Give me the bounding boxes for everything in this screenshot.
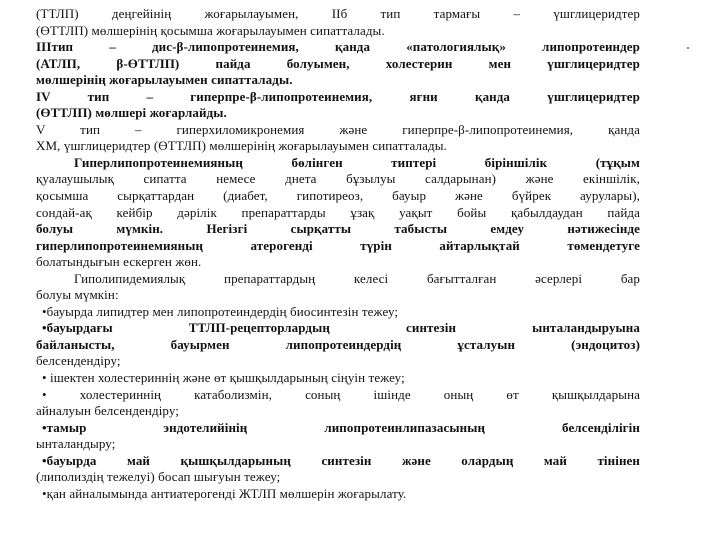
text-line: гиперлипопротеинемияның атерогенді түрін айтарлықтай төмендетуге <box>36 237 640 253</box>
text-line: IIIтип – дис-β-липопротеинемия, қанда «патологиялық» липопротеиндер <box>36 39 640 55</box>
text-line: (ӨТТЛП) мөлшері жоғарлайды. <box>36 105 227 121</box>
list-item: • холестериннің катаболизмін, соның ішінде оның өт қышқылдарына <box>42 386 640 402</box>
text-line: болуы мүмкін: <box>36 287 119 303</box>
text-line: Гиперлипопротеинемияның бөлінген типтері біріншілік (тұқым <box>74 154 640 170</box>
text-line: (АТЛП, β-ӨТТЛП) пайда болуымен, холестерин мен үшглицеридтер <box>36 55 640 71</box>
text-line: Гиполипидемиялық препараттардың келесі бағытталған әсерлері бар <box>74 270 640 286</box>
text-line: ХМ, үшглицеридтер (ӨТТЛП) мөлшерінің жоғарылауымен сипатталады. <box>36 138 447 154</box>
list-item: •қан айналымында антиатерогенді ЖТЛП мөлшерін жоғарылату. <box>42 485 407 501</box>
list-item: •бауырдағы ТТЛП-рецепторлардың синтезін ынталандыруына <box>42 320 640 336</box>
document-page <box>36 6 640 502</box>
list-item: •тамыр эндотелийінің липопротеинлипазасының белсенділігін <box>42 419 640 435</box>
list-item: •бауырда май қышқылдарының синтезін және олардың май тінінен <box>42 452 640 468</box>
text-line: қосымша сырқаттардан (диабет, гипотиреоз, бауыр және бүйрек аурулары), <box>36 188 640 204</box>
list-item: •бауырда липидтер мен липопротеиндердің биосинтезін тежеу; <box>42 303 399 319</box>
text-line: айналуын белсендендіру; <box>36 403 179 419</box>
text-line: (ӨТТЛП) мөлшерінің қосымша жоғарылауымен сипатталады. <box>36 22 385 38</box>
text-line: (ТТЛП) деңгейінің жоғарылауымен, IIб тип тармағы – үшглицеридтер <box>36 6 640 21</box>
text-line: сондай-ақ кейбір дәрілік препараттарды ұзақ уақыт бойы қабылдаудан пайда <box>36 204 640 220</box>
text-line: байланысты, бауырмен липопротеиндердің ұсталуын (эндоцитоз) <box>36 336 640 352</box>
text-line: қуалаушылық сипатта немесе днета бұзылуы салдарынан) және екіншілік, <box>36 171 640 187</box>
text-line: болуы мүмкін. Негізгі сырқатты табысты емдеу нәтижесінде <box>36 221 640 237</box>
scan-speck <box>687 47 689 49</box>
text-line: ынталандыру; <box>36 436 116 452</box>
text-line: V тип – гиперхиломикронемия және гиперпре-β-липопротеинемия, қанда <box>36 121 640 137</box>
text-line: (липолиздің тежелуі) босап шығуын тежеу; <box>36 469 281 485</box>
text-line: белсендендіру; <box>36 353 121 369</box>
text-line: мөлшерінің жоғарылауымен сипатталады. <box>36 72 293 88</box>
text-line: IV тип – гиперпре-β-липопротеинемия, яғни қанда үшглицеридтер <box>36 88 640 104</box>
text-line: болатындығын ескерген жөн. <box>36 254 202 270</box>
list-item: • ішектен холестериннің және өт қышқылдарының сіңуін тежеу; <box>42 370 405 386</box>
